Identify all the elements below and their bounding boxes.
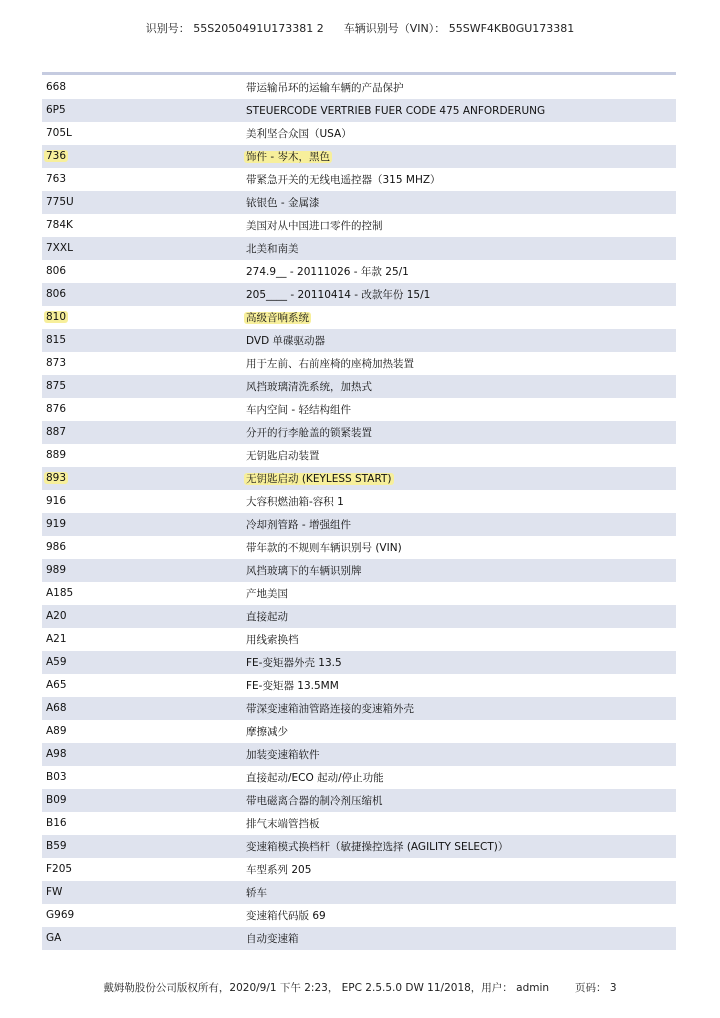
- table-row: [42, 375, 676, 398]
- option-description: 带电磁离合器的制冷剂压缩机: [246, 795, 383, 807]
- option-code: 763: [46, 173, 67, 185]
- option-description: 205____ - 20110414 - 改款年份 15/1: [246, 289, 431, 301]
- option-code: A89: [46, 725, 67, 737]
- option-code: [46, 145, 68, 168]
- table-row: [42, 329, 676, 352]
- option-description: 摩擦减少: [246, 726, 288, 738]
- option-description: 变速箱代码版 69: [246, 910, 326, 922]
- table-row: [42, 513, 676, 536]
- option-description: 带年款的不规则车辆识别号 (VIN): [246, 542, 402, 554]
- table-row: [42, 421, 676, 444]
- table-row: [42, 260, 676, 283]
- table-row: [42, 812, 676, 835]
- option-code: A65: [46, 679, 67, 691]
- option-description: 自动变速箱: [246, 933, 299, 945]
- table-row: [42, 720, 676, 743]
- option-code: FW: [46, 886, 63, 898]
- table-row: [42, 76, 676, 99]
- highlight-mark: 893: [46, 472, 67, 484]
- option-code: 775U: [46, 196, 74, 208]
- table-row: [42, 674, 676, 697]
- option-description: 带运输吊环的运输车辆的产品保护: [246, 82, 404, 94]
- option-code: [46, 467, 68, 490]
- table-row: [42, 467, 676, 490]
- option-description: 用线索换档: [246, 634, 299, 646]
- table-row: [42, 766, 676, 789]
- table-row: [42, 398, 676, 421]
- code-table: [42, 76, 676, 950]
- option-description: 加装变速箱软件: [246, 749, 320, 761]
- option-description: STEUERCODE VERTRIEB FUER CODE 475 ANFORDERUNG: [246, 105, 546, 117]
- option-code: 989: [46, 564, 67, 576]
- table-row: [42, 122, 676, 145]
- table-row: [42, 789, 676, 812]
- option-description: [246, 307, 311, 330]
- option-description: 带深变速箱油管路连接的变速箱外壳: [246, 703, 414, 715]
- table-row: [42, 582, 676, 605]
- option-code: G969: [46, 909, 75, 921]
- table-row: [42, 352, 676, 375]
- table-row: [42, 628, 676, 651]
- option-code: 916: [46, 495, 67, 507]
- option-code: A185: [46, 587, 74, 599]
- option-description: 用于左前、右前座椅的座椅加热装置: [246, 358, 414, 370]
- option-code: 668: [46, 81, 67, 93]
- option-description: 铱银色 - 金属漆: [246, 197, 320, 209]
- option-description: 车内空间 - 轻结构组件: [246, 404, 351, 416]
- table-row: [42, 214, 676, 237]
- table-row: [42, 743, 676, 766]
- id-value: 55S2050491U173381 2: [193, 22, 324, 35]
- option-code: 815: [46, 334, 67, 346]
- option-code: 784K: [46, 219, 73, 231]
- option-code: A98: [46, 748, 67, 760]
- option-description: 轿车: [246, 887, 267, 899]
- option-description: FE-变矩器外壳 13.5: [246, 657, 342, 669]
- id-label: 识别号：: [145, 22, 190, 35]
- option-code: B16: [46, 817, 67, 829]
- table-row: [42, 881, 676, 904]
- table-row: [42, 858, 676, 881]
- table-row: [42, 283, 676, 306]
- table-row: [42, 168, 676, 191]
- option-code: A68: [46, 702, 67, 714]
- table-row: [42, 237, 676, 260]
- option-code: 6P5: [46, 104, 66, 116]
- highlight-mark: 810: [46, 311, 67, 323]
- table-row: [42, 651, 676, 674]
- option-code: B03: [46, 771, 67, 783]
- option-description: 产地美国: [246, 588, 288, 600]
- option-code: 806: [46, 288, 67, 300]
- option-description: 无钥匙启动装置: [246, 450, 320, 462]
- highlight-mark: 736: [46, 150, 67, 162]
- option-description: [246, 468, 394, 491]
- option-description: 风挡玻璃下的车辆识别牌: [246, 565, 362, 577]
- option-description: 带紧急开关的无线电遥控器（315 MHZ）: [246, 174, 441, 186]
- page-header: [0, 20, 720, 36]
- option-description: 北美和南美: [246, 243, 299, 255]
- option-code: 705L: [46, 127, 72, 139]
- highlight-mark: 饰件 - 岑木，黑色: [246, 151, 330, 163]
- option-code: [46, 306, 68, 329]
- option-code: 889: [46, 449, 67, 461]
- page-number: 3: [609, 982, 617, 994]
- table-row: [42, 559, 676, 582]
- option-description: 274.9__ - 20111026 - 年款 25/1: [246, 266, 409, 278]
- option-code: B59: [46, 840, 67, 852]
- table-row: [42, 605, 676, 628]
- option-description: [246, 146, 332, 169]
- option-code: A21: [46, 633, 67, 645]
- table-row: [42, 99, 676, 122]
- table-row: [42, 490, 676, 513]
- option-code: GA: [46, 932, 62, 944]
- table-row: [42, 191, 676, 214]
- table-row: [42, 145, 676, 168]
- page-label: 页码：: [575, 982, 607, 994]
- option-code: 887: [46, 426, 67, 438]
- highlight-mark: 无钥匙启动 (KEYLESS START): [246, 473, 392, 485]
- option-code: 919: [46, 518, 67, 530]
- option-description: 美利坚合众国（USA）: [246, 128, 352, 140]
- option-description: DVD 单碟驱动器: [246, 335, 326, 347]
- vin-label: 车辆识别号（VIN）：: [343, 22, 446, 35]
- option-code: 7XXL: [46, 242, 73, 254]
- option-description: FE-变矩器 13.5MM: [246, 680, 339, 692]
- option-description: 美国对从中国进口零件的控制: [246, 220, 383, 232]
- table-row: [42, 835, 676, 858]
- table-row: [42, 536, 676, 559]
- table-row: [42, 904, 676, 927]
- option-description: 变速箱模式换档杆（敏捷操控选择 (AGILITY SELECT)）: [246, 841, 509, 853]
- option-code: 986: [46, 541, 67, 553]
- option-description: 排气末端管挡板: [246, 818, 320, 830]
- option-description: 车型系列 205: [246, 864, 312, 876]
- highlight-mark: 高级音响系统: [246, 312, 309, 324]
- option-code: 876: [46, 403, 67, 415]
- option-code: A59: [46, 656, 67, 668]
- option-code: B09: [46, 794, 67, 806]
- table-row: [42, 697, 676, 720]
- table-row: [42, 306, 676, 329]
- table-row: [42, 444, 676, 467]
- option-description: 直接起动: [246, 611, 288, 623]
- option-code: 806: [46, 265, 67, 277]
- option-code: 873: [46, 357, 67, 369]
- option-code: F205: [46, 863, 73, 875]
- copyright-text: 戴姆勒股份公司版权所有，2020/9/1 下午 2:23， EPC 2.5.5.0 DW 11/2018，用户： admin: [103, 982, 550, 994]
- page-footer: [0, 980, 720, 995]
- option-description: 冷却剂管路 - 增强组件: [246, 519, 351, 531]
- vin-value: 55SWF4KB0GU173381: [448, 22, 575, 35]
- option-description: 直接起动/ECO 起动/停止功能: [246, 772, 384, 784]
- top-rule: [42, 72, 676, 75]
- option-description: 风挡玻璃清洗系统，加热式: [246, 381, 372, 393]
- option-code: 875: [46, 380, 67, 392]
- option-description: 大容积燃油箱-容积 1: [246, 496, 344, 508]
- option-description: 分开的行李舱盖的锁紧装置: [246, 427, 372, 439]
- table-row: [42, 927, 676, 950]
- option-code: A20: [46, 610, 67, 622]
